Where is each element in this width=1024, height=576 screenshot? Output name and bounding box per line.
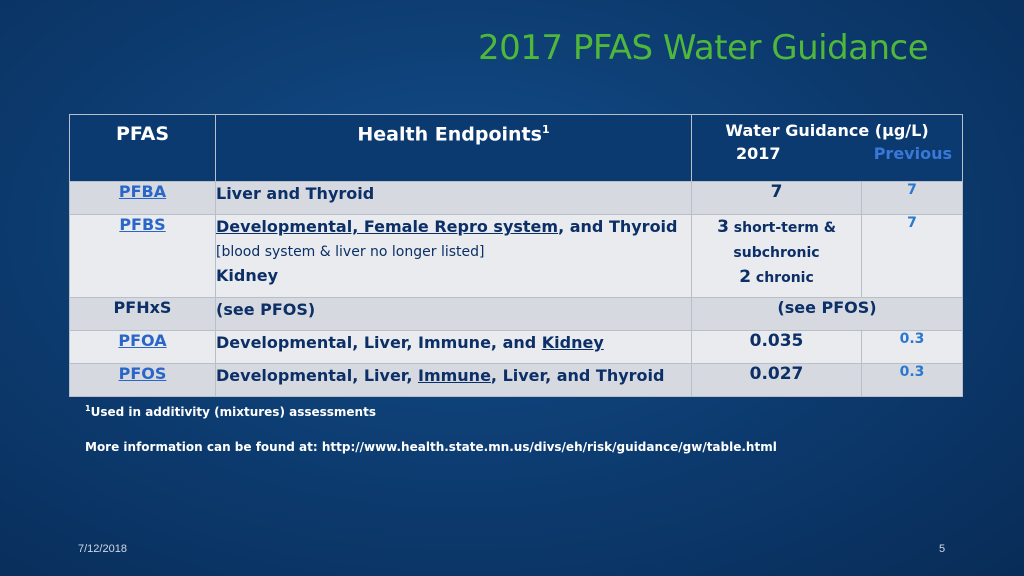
page-number: 5 — [939, 543, 946, 555]
more-info-text: More information can be found at: http://www.health.state.mn.us/divs/eh/risk/guidance/gw/table.html — [85, 440, 777, 454]
guidance-table — [69, 114, 963, 397]
header-endpoints-sup: 1 — [541, 123, 550, 136]
pfos-link[interactable]: PFOS — [118, 364, 167, 383]
pfbs-link[interactable]: PFBS — [119, 215, 166, 234]
header-pfas: PFAS — [70, 115, 216, 182]
slide-title: 2017 PFAS Water Guidance — [478, 28, 929, 68]
guidance-2017-cell: 0.035 — [692, 331, 862, 364]
table-row — [70, 182, 963, 215]
guidance-previous-cell: 7 — [862, 215, 963, 298]
endpoint-cell: (see PFOS) — [216, 298, 692, 331]
guidance-2017-cell: 0.027 — [692, 364, 862, 397]
table-row — [70, 364, 963, 397]
table-header-row — [70, 115, 963, 182]
guidance-merged-cell: (see PFOS) — [692, 298, 963, 331]
header-endpoints: Health Endpoints$^1$ — [216, 115, 692, 182]
pfas-cell — [70, 182, 216, 215]
endpoint-link[interactable]: Developmental, Female Repro system — [216, 217, 559, 236]
endpoint-cell: Developmental, Liver, Immune, and Kidney — [216, 331, 692, 364]
header-previous: Previous — [873, 144, 952, 163]
header-water-guidance-label: Water Guidance (µg/L) — [725, 121, 929, 140]
pfas-cell: PFHxS — [70, 298, 216, 331]
footer-date: 7/12/2018 — [78, 543, 127, 555]
endpoint-note: [blood system & liver no longer listed] — [216, 244, 485, 260]
endpoint-link[interactable]: Immune — [417, 366, 491, 385]
endpoint-cell: Liver and Thyroid — [216, 182, 692, 215]
guidance-previous-cell: 7 — [862, 182, 963, 215]
pfas-cell — [70, 364, 216, 397]
pfas-cell — [70, 331, 216, 364]
guidance-2017-cell: 3 short-term & subchronic 2 chronic — [692, 215, 862, 298]
endpoint-link[interactable]: Kidney — [541, 333, 604, 352]
endpoint-cell: Developmental, Female Repro system, and Thyroid [blood system & liver no longer listed] Kidney — [216, 215, 692, 298]
endpoint-cell: Developmental, Liver, Immune, Liver, and Thyroid — [216, 364, 692, 397]
guidance-previous-cell: 0.3 — [862, 364, 963, 397]
header-2017: 2017 — [736, 144, 781, 163]
guidance-previous-cell: 0.3 — [862, 331, 963, 364]
table-row — [70, 298, 963, 331]
header-water-guidance — [692, 115, 963, 182]
table-row — [70, 215, 963, 298]
pfas-cell — [70, 215, 216, 298]
pfba-link[interactable]: PFBA — [118, 182, 167, 201]
pfoa-link[interactable]: PFOA — [118, 331, 167, 350]
table-row — [70, 331, 963, 364]
footnote: $^1$Used in additivity (mixtures) assessments — [85, 404, 376, 419]
guidance-2017-cell: 7 — [692, 182, 862, 215]
